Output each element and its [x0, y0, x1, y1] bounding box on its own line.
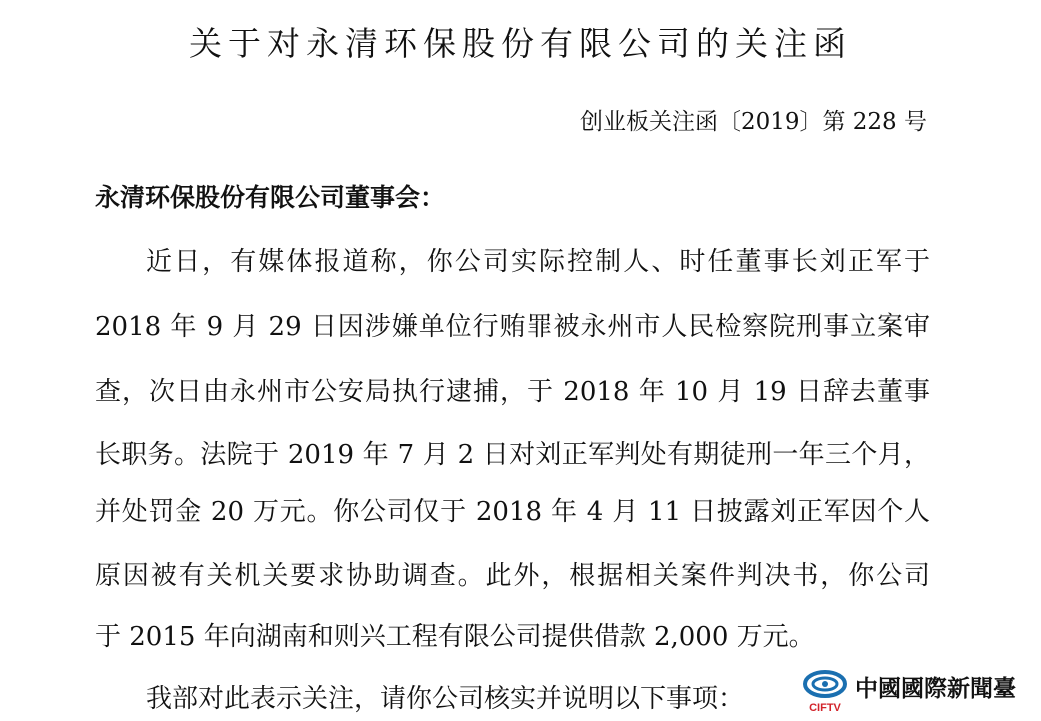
addressee: 永清环保股份有限公司董事会： [95, 183, 446, 212]
body-line: 近日，有媒体报道称，你公司实际控制人、时任董事长刘正军于 [146, 247, 930, 277]
body-line: 原因被有关机关要求协助调查。此外，根据相关案件判决书，你公司 [95, 561, 930, 591]
body-line: 2018 年 9 月 29 日因涉嫌单位行贿罪被永州市人民检察院刑事立案审 [95, 312, 930, 342]
document-title: 关于对永清环保股份有限公司的关注函 [189, 24, 852, 63]
body-line: 于 2015 年向湖南和则兴工程有限公司提供借款 2,000 万元。 [95, 622, 815, 652]
svg-text:CIFTV: CIFTV [809, 702, 841, 714]
closing-line: 我部对此表示关注，请你公司核实并说明以下事项： [146, 684, 745, 714]
document-number: 创业板关注函〔2019〕第 228 号 [579, 109, 927, 135]
body-line: 查，次日由永州市公安局执行逮捕，于 2018 年 10 月 19 日辞去董事 [95, 377, 930, 407]
watermark-name: 中國國際新聞臺 [855, 676, 1016, 702]
ciftv-logo-icon [801, 669, 849, 715]
ciftv-watermark [795, 669, 1035, 715]
body-line: 并处罚金 20 万元。你公司仅于 2018 年 4 月 11 日披露刘正军因个人 [95, 497, 930, 527]
body-line: 长职务。法院于 2019 年 7 月 2 日对刘正军判处有期徒刑一年三个月， [95, 440, 930, 470]
